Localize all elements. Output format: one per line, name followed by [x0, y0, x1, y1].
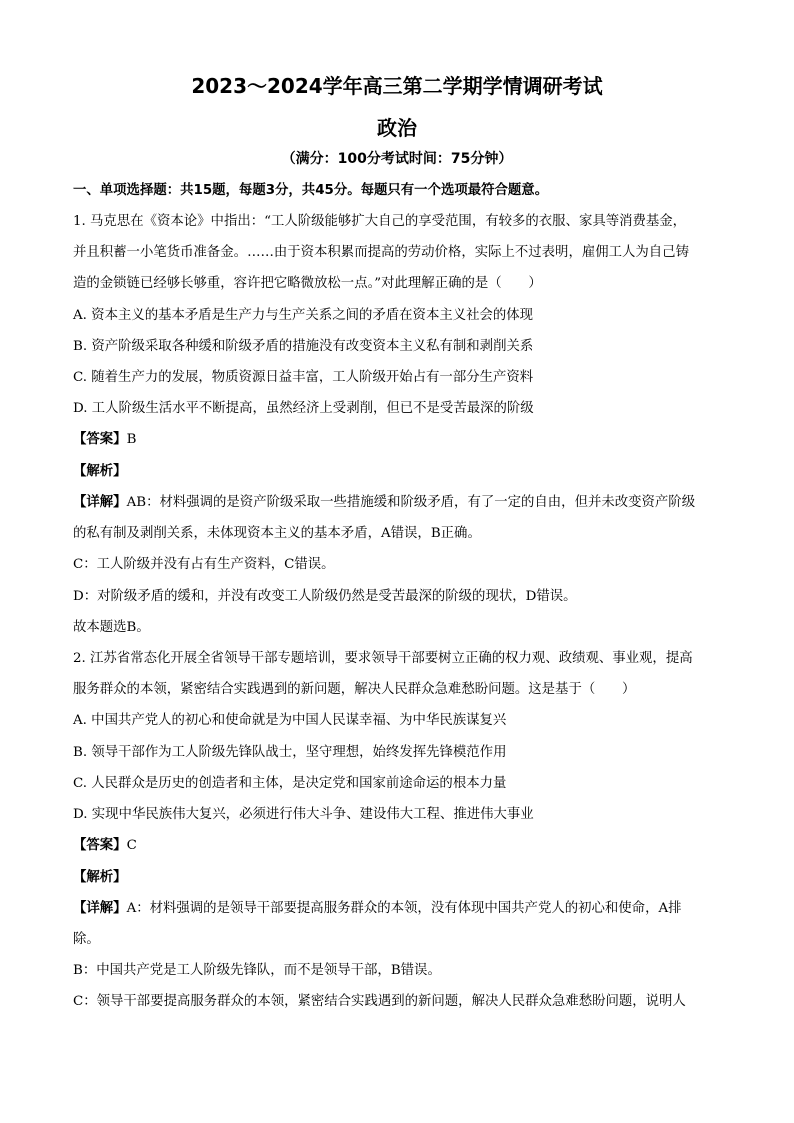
q1-detail-line-5: 故本题选B。 [73, 620, 150, 635]
q2-answer [73, 836, 137, 856]
q1-analysis [73, 462, 127, 482]
q2-detail-line-1 [73, 899, 682, 919]
q1-option-c: C. 随着生产力的发展，物质资源日益丰富，工人阶级开始占有一部分生产资料 [73, 370, 534, 385]
exam-title: 2023～2024学年高三第二学期学情调研考试 [191, 74, 603, 98]
q1-answer [73, 430, 136, 450]
detail-text: AB：材料强调的是资产阶级采取一些措施缓和阶级矛盾，有了一定的自由，但并未改变资产阶级 [126, 495, 696, 510]
q2-analysis [73, 868, 127, 888]
q2-stem-line-2: 服务群众的本领，紧密结合实践遇到的新问题，解决人民群众急难愁盼问题。这是基于（ ） [73, 682, 636, 697]
q1-detail-line-1 [73, 493, 695, 513]
detail-text: A：材料强调的是领导干部要提高服务群众的本领，没有体现中国共产党人的初心和使命，A排 [126, 901, 682, 916]
answer-value: C [126, 838, 137, 853]
q2-option-d: D. 实现中华民族伟大复兴，必须进行伟大斗争、建设伟大工程、推进伟大事业 [73, 807, 534, 822]
q1-detail-line-3: C：工人阶级并没有占有生产资料，C错误。 [73, 557, 335, 572]
answer-tag: 【答案】 [73, 838, 127, 853]
exam-info: （满分：100分考试时间：75分钟） [281, 151, 513, 167]
q1-option-b: B. 资产阶级采取各种缓和阶级矛盾的措施没有改变资本主义私有制和剥削关系 [73, 339, 534, 354]
subject-title: 政治 [377, 116, 417, 140]
q2-detail-line-2: 除。 [73, 932, 100, 947]
analysis-tag: 【解析】 [73, 464, 127, 479]
q1-stem-line-2: 并且积蓄一小笔货币准备金。……由于资本积累而提高的劳动价格，实际上不过表明，雇佣工人为自己铸 [73, 245, 689, 260]
answer-tag: 【答案】 [73, 432, 127, 447]
section-heading: 一、单项选择题：共15题，每题3分，共45分。每题只有一个选项最符合题意。 [73, 183, 549, 198]
q1-option-a: A. 资本主义的基本矛盾是生产力与生产关系之间的矛盾在资本主义社会的体现 [73, 308, 534, 323]
answer-value: B [126, 432, 137, 447]
q2-option-c: C. 人民群众是历史的创造者和主体，是决定党和国家前途命运的根本力量 [73, 776, 507, 791]
q2-option-b: B. 领导干部作为工人阶级先锋队战士，坚守理想，始终发挥先锋模范作用 [73, 745, 507, 760]
q1-detail-line-2: 的私有制及剥削关系，未体现资本主义的基本矛盾，A错误，B正确。 [73, 526, 481, 541]
q1-stem-line-3: 造的金锁链已经够长够重，容许把它略微放松一点。”对此理解正确的是（ ） [73, 276, 542, 291]
q1-stem-line-1: 1. 马克思在《资本论》中指出：“工人阶级能够扩大自己的享受范围，有较多的衣服、家具等消费基金， [73, 214, 687, 229]
q2-stem-line-1: 2. 江苏省常态化开展全省领导干部专题培训，要求领导干部要树立正确的权力观、政绩观、事业观，提高 [73, 651, 693, 666]
detail-tag: 【详解】 [73, 901, 127, 916]
analysis-tag: 【解析】 [73, 870, 127, 885]
q2-detail-line-3: B：中国共产党是工人阶级先锋队，而不是领导干部，B错误。 [73, 963, 441, 978]
q1-detail-line-4: D：对阶级矛盾的缓和，并没有改变工人阶级仍然是受苦最深的阶级的现状，D错误。 [73, 589, 577, 604]
detail-tag: 【详解】 [73, 495, 127, 510]
q1-option-d: D. 工人阶级生活水平不断提高，虽然经济上受剥削，但已不是受苦最深的阶级 [73, 401, 534, 416]
q2-detail-line-4: C：领导干部要提高服务群众的本领，紧密结合实践遇到的新问题，解决人民群众急难愁盼问题，说明人 [73, 994, 686, 1009]
q2-option-a: A. 中国共产党人的初心和使命就是为中国人民谋幸福、为中华民族谋复兴 [73, 713, 507, 728]
